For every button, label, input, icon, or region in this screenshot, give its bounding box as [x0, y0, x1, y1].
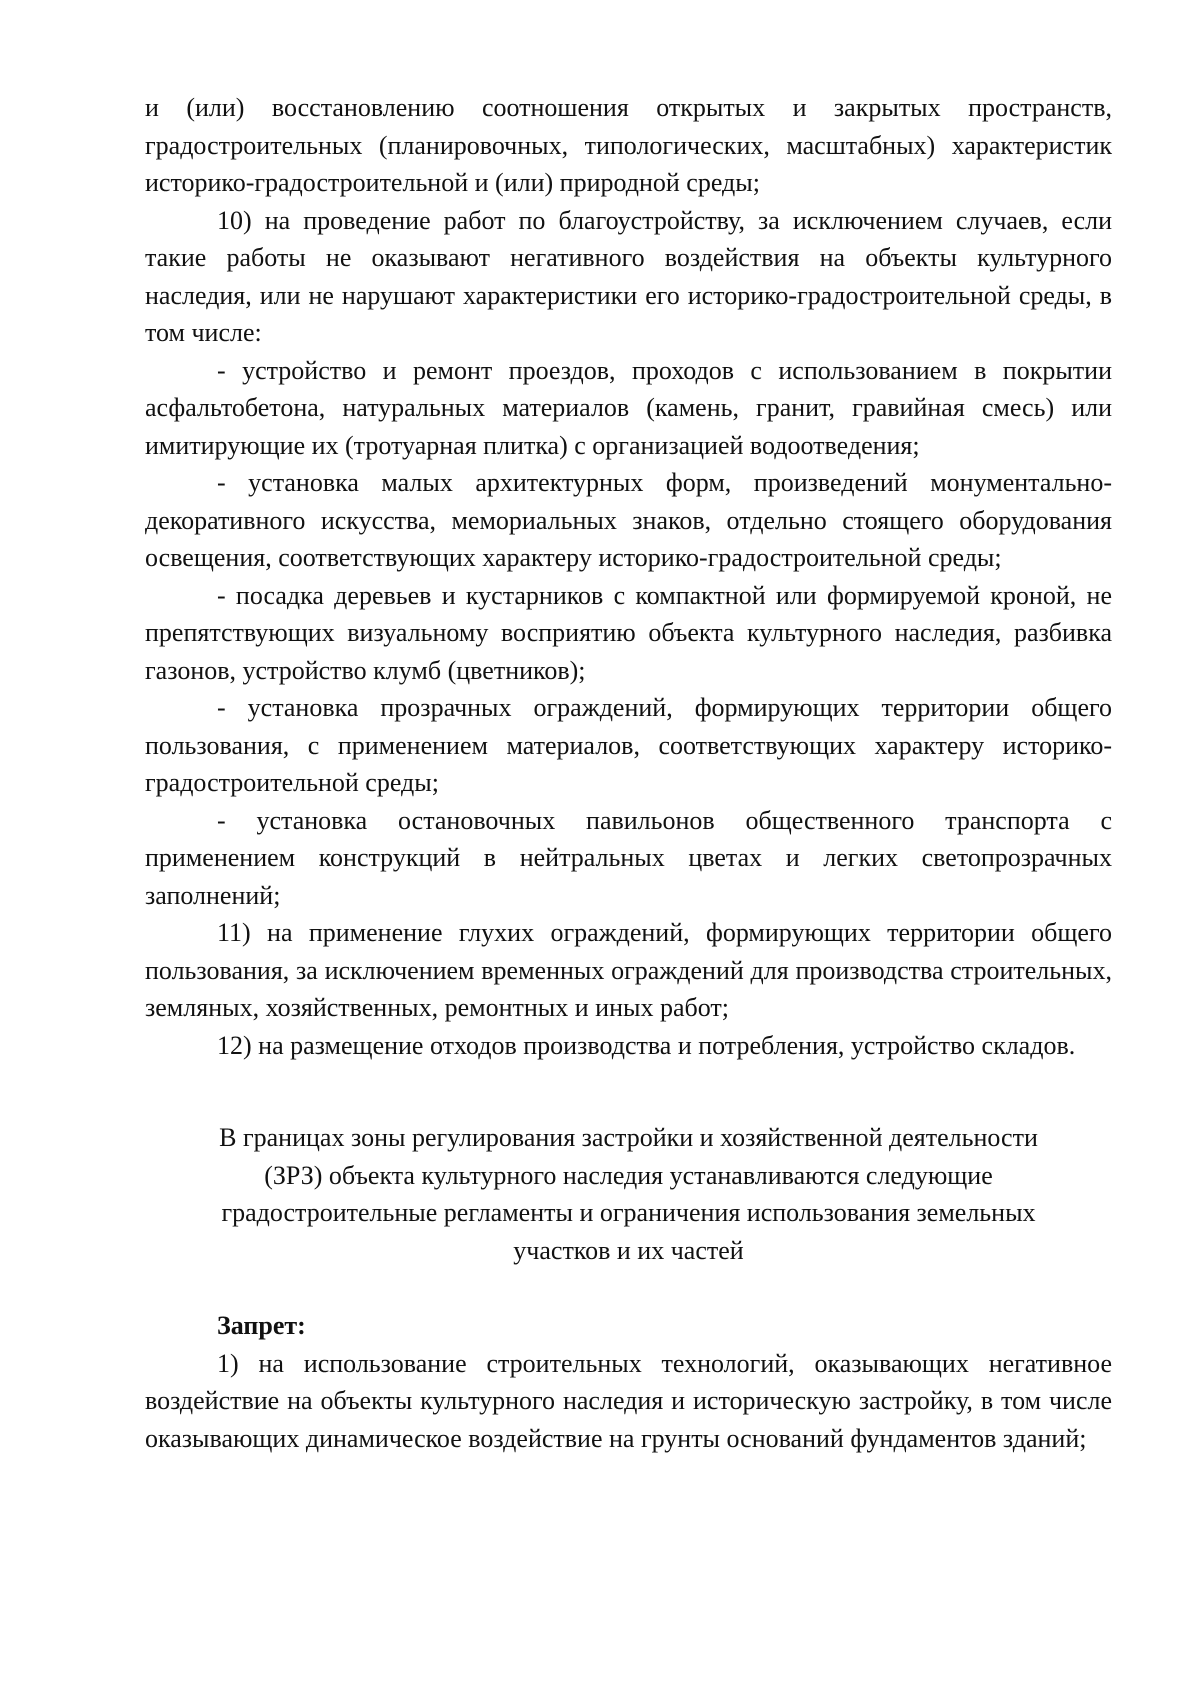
paragraph: - посадка деревьев и кустарников с компактной или формируемой кроной, не препятствующих визуальному восприятию объекта культурного наследия, разбивка газонов, устройство клумб (цветников); — [145, 580, 1112, 685]
paragraph: - установка прозрачных ограждений, формирующих территории общего пользования, с применением материалов, соответствующих характеру историко-градостроительной среды; — [145, 693, 1112, 797]
paragraph: 10) на проведение работ по благоустройству, за исключением случаев, если такие работы не оказывают негативного воздействия на объекты культурного наследия, или не нарушают характеристики его историко-градостроительной среды, в том числе: — [145, 205, 1112, 347]
paragraph: - установка малых архитектурных форм, произведений монументально-декоративного искусства, мемориальных знаков, отдельно стоящего оборудования освещения, соответствующих характеру историко-градостроительной среды; — [145, 468, 1112, 572]
paragraph: 1) на использование строительных технологий, оказывающих негативное воздействие на объекты культурного наследия и историческую застройку, в том числе оказывающих динамическое воздействие на грунты оснований фундаментов зданий; — [145, 1348, 1112, 1453]
section-heading-line: градостроительные регламенты и ограничения использования земельных — [221, 1198, 1036, 1227]
section-heading — [145, 1119, 1112, 1269]
section-label: Запрет: — [217, 1311, 306, 1340]
paragraph: 12) на размещение отходов производства и потребления, устройство складов. — [217, 1030, 1076, 1060]
paragraph: 11) на применение глухих ограждений, формирующих территории общего пользования, за исключением временных ограждений для производства строительных, земляных, хозяйственных, ремонтных и иных работ; — [145, 918, 1112, 1022]
section-heading-line: В границах зоны регулирования застройки и хозяйственной деятельности — [219, 1123, 1038, 1152]
paragraph: - установка остановочных павильонов общественного транспорта с применением конструкций в нейтральных цветах и легких светопрозрачных заполнений; — [145, 805, 1112, 910]
section-heading-line: участков и их частей — [513, 1235, 744, 1265]
section-heading-line: (ЗРЗ) объекта культурного наследия устанавливаются следующие — [264, 1160, 993, 1190]
paragraph: - устройство и ремонт проездов, проходов с использованием в покрытии асфальтобетона, натуральных материалов (камень, гранит, гравийная смесь) или имитирующие их (тротуарная плитка) с организацией водоотведения; — [145, 355, 1112, 460]
paragraph: и (или) восстановлению соотношения открытых и закрытых пространств, градостроительных (планировочных, типологических, масштабных) характеристик историко-градостроительной и (или) природной среды; — [145, 93, 1112, 197]
